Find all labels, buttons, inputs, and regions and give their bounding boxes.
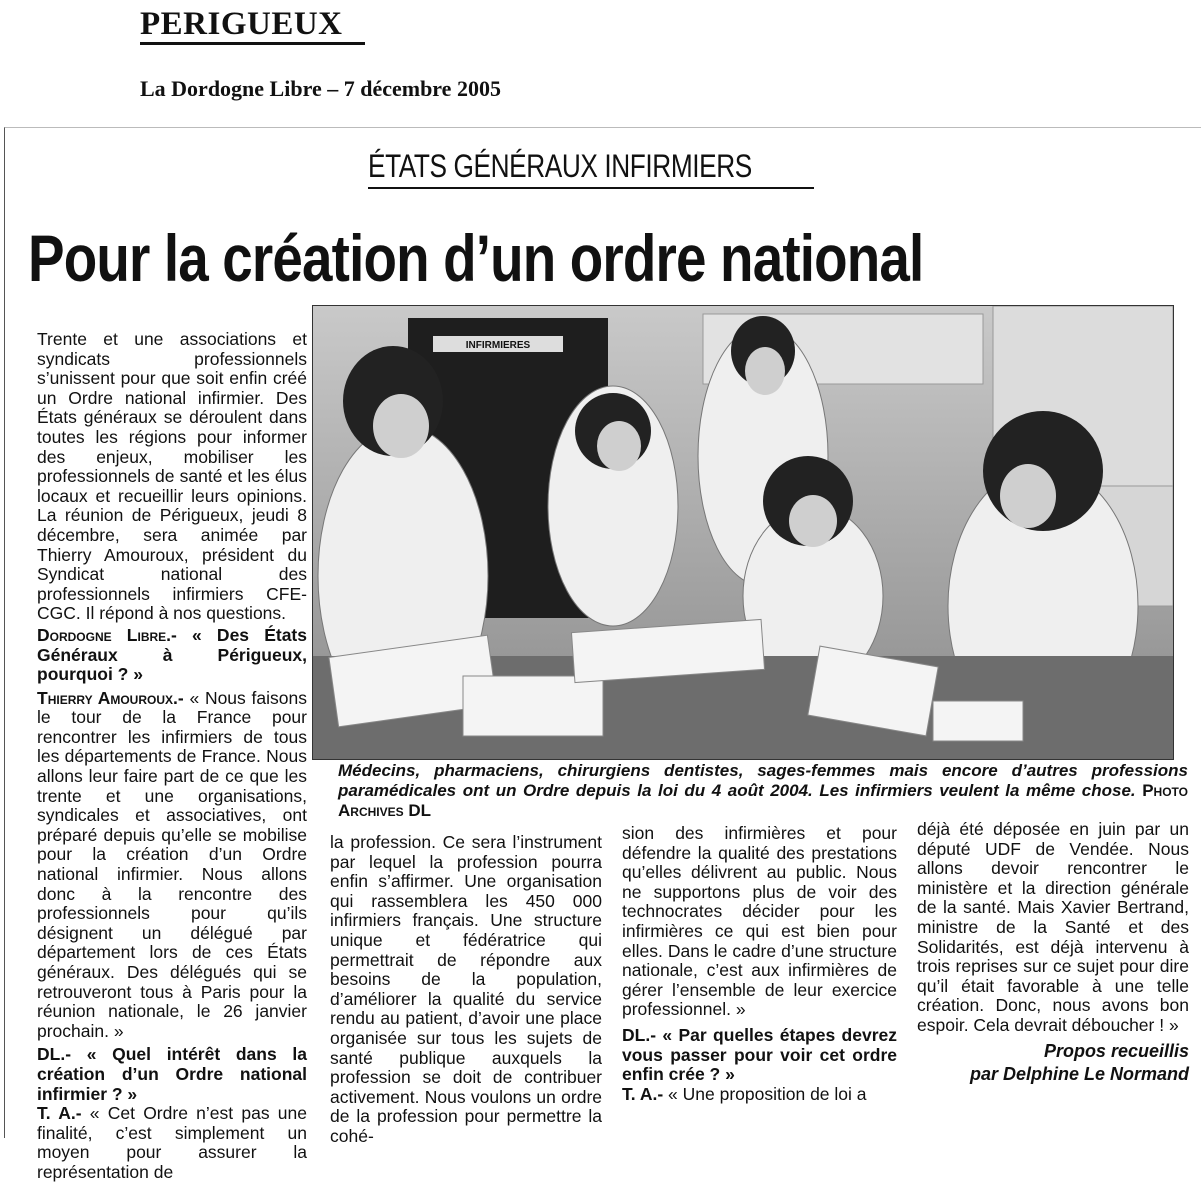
photo-credit: Photo Archives DL [338,781,1188,820]
page-city-title: PERIGUEUX [140,6,343,42]
article-headline: Pour la création d’un ordre national [28,221,924,295]
answer-1-text: « Nous faisons le tour de la France pour rencontrer les infirmiers de tous les départements de France. Nous allons leur faire part de ce que les trente et une organisations, syndicales et associatives, ont préparé depuis qu’elle se mobilise pour la création d’un Ordre national infirmier. Nous allons donc à la rencontre des professionnels pour qu’ils désignent un délégué par département lors de ces États généraux. Des délégués qui se retrouveront tous à Paris pour la réunion nationale, le 26 janvier prochain. » [37,687,307,1041]
byline-line-2: par Delphine Le Normand [969,1064,1189,1084]
photo-caption-text: Médecins, pharmaciens, chirurgiens dentistes, sages-femmes mais encore d’autres professions paramédicales ont un Ordre depuis la loi du 4 août 2004. Les infirmiers veulent la même chose. [338,761,1188,800]
column-3-text: sion des infirmières et pour défendre la qualité des prestations qu’elles délivrent au public. Nous ne supportons plus de voir des technocrates décider pour les infirmières ce qui est bien pour elles. Dans le cadre d’une structure nationale, c’est aux infirmières de gérer l’ensemble de leur exercice professionnel. » [622,823,897,1020]
answer-1 [37,689,307,1042]
photo-caption [338,761,1188,821]
answer-3-speaker: T. A.- [622,1083,664,1104]
nurses-photo-illustration [313,306,1173,759]
article-photo [312,305,1174,760]
question-1-text: « Des États Généraux à Périgueux, pourquoi ? » [37,624,307,685]
article-column-4 [917,820,1189,1036]
article-column-2 [330,833,602,1147]
kicker-underline [368,187,814,189]
answer-1-speaker: Thierry Amouroux.- [37,687,184,708]
article-byline [970,1040,1189,1086]
question-1-speaker: Dordogne Libre.- [37,624,177,645]
answer-2-text: « Cet Ordre n’est pas une finalité, c’est simplement un moyen pour assurer la représentation de [37,1103,307,1182]
question-1 [37,626,307,685]
article-intro: Trente et une associations et syndicats professionnels s’unissent pour que soit enfin créé un Ordre national infirmier. Des États généraux se déroulent dans toutes les régions pour informer des enjeux, mobiliser les professionnels de santé et les élus locaux et recueillir leurs opinions. La réunion de Périgueux, jeudi 8 décembre, sera animée par Thierry Amouroux, président du Syndicat national des professionnels infirmiers CFE-CGC. Il répond à nos questions. [37,329,307,624]
answer-2-start [37,1104,307,1182]
column-2-text: la profession. Ce sera l’instrument par lequel la profession pourra enfin s’affirmer. Une organisation qui rassemblera les 450 000 infirmiers français. Une structure unique et fédératrice qui permettrait de répondre aux besoins de la population, d’améliorer la qualité du service rendu au patient, d’avoir une place organisée sur tous les sujets de santé publique auxquels la profession se doit de contribuer activement. Nous voulons un ordre de la profession pour permettre la cohé- [330,832,602,1146]
question-2: DL.- « Quel intérêt dans la création d’un Ordre national infirmier ? » [37,1044,307,1104]
article-column-1 [37,330,307,1183]
answer-3-text: « Une proposition de loi a [668,1083,867,1104]
article-kicker: ÉTATS GÉNÉRAUX INFIRMIERS [368,148,752,184]
article-column-3 [622,824,897,1104]
question-3: DL.- « Par quelles étapes devrez vous passer pour voir cet ordre enfin crée ? » [622,1024,897,1085]
newspaper-source-date: La Dordogne Libre – 7 décembre 2005 [140,76,501,101]
answer-2-speaker: T. A.- [37,1103,82,1124]
door-label: INFIRMIERES [465,340,531,351]
column-4-text: déjà été déposée en juin par un député UDF de Vendée. Nous allons devoir rencontrer le ministère et la direction générale de la santé. Mais Xavier Bertrand, ministre de la Santé et des Solidarités, est déjà intervenu à trois reprises sur ce sujet pour dire qu’il était favorable à une telle création. Donc, nous avons bon espoir. Cela devrait déboucher ! » [917,819,1189,1035]
byline-line-1: Propos recueillis [1043,1041,1189,1061]
city-underline [140,42,365,45]
answer-3-start [622,1085,897,1105]
